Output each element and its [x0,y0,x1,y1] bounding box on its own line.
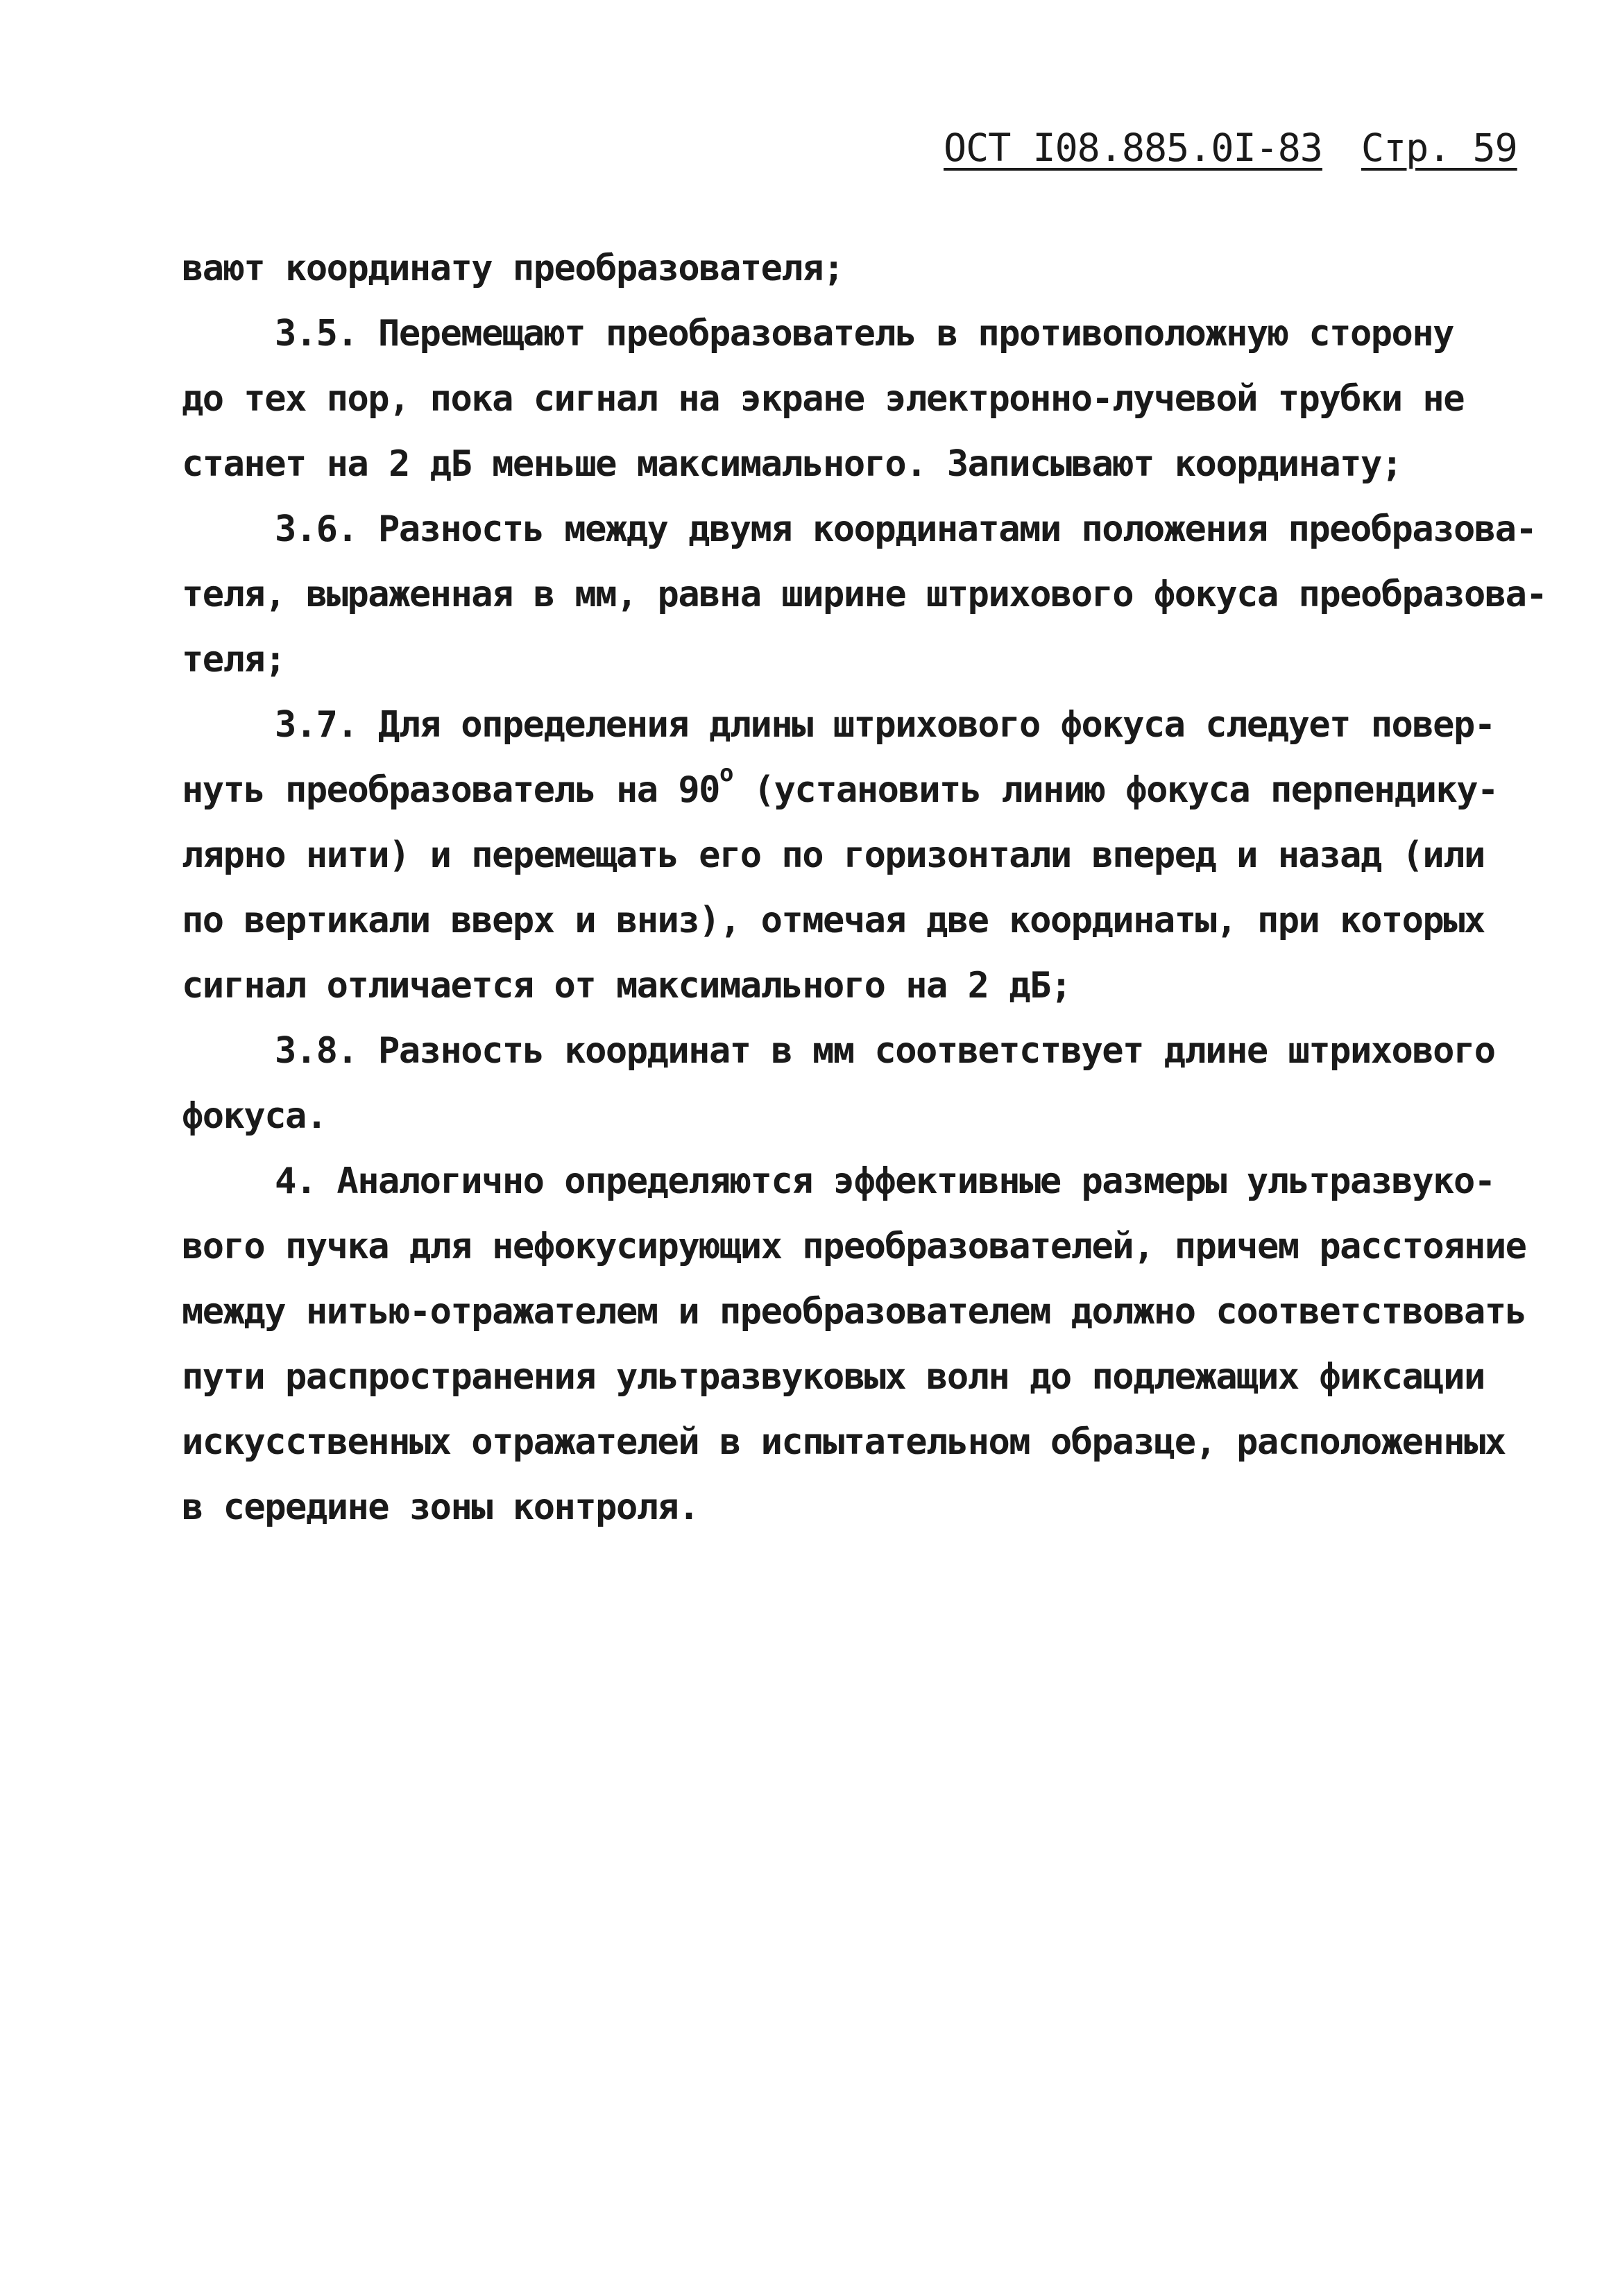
paragraph-4: 4. Аналогично определяются эффективные размеры ультразвуко- [275,1160,1495,1202]
text-line: по вертикали вверх и вниз), отмечая две координаты, при которых [182,900,1485,941]
text-line-with-superscript [182,757,1498,823]
text-line: пути распространения ультразвуковых волн до подлежащих фиксации [182,1356,1485,1398]
text-line: теля; [182,639,286,680]
paragraph-3-6: 3.6. Разность между двумя координатами положения преобразова- [275,508,1537,550]
paragraph-3-5: 3.5. Перемещают преобразователь в противоположную сторону [275,313,1454,354]
page-number: Стр. 59 [1361,126,1517,170]
text-line: станет на 2 дБ меньше максимального. Записывают координату; [182,443,1402,485]
page-header [944,123,1517,172]
text-line: вают координату преобразователя; [182,248,844,289]
text-line: вого пучка для нефокусирующих преобразователей, причем расстояние [182,1226,1526,1267]
text-line: между нитью-отражателем и преобразователем должно соответствовать [182,1291,1526,1333]
text-line: сигнал отличается от максимального на 2 дБ; [182,965,1071,1006]
degree-superscript: о [719,760,733,787]
text-line: в середине зоны контроля. [182,1487,699,1528]
paragraph-3-8: 3.8. Разность координат в мм соответствует длине штрихового [275,1030,1495,1072]
text-line: фокуса. [182,1095,327,1137]
text-line: до тех пор, пока сигнал на экране электронно-лучевой трубки не [182,378,1465,420]
document-code: ОСТ I08.885.0I-83 [944,126,1322,170]
document-body [182,236,1547,1540]
paragraph-3-7: 3.7. Для определения длины штрихового фокуса следует повер- [275,704,1495,746]
text-line: теля, выраженная в мм, равна ширине штрихового фокуса преобразова- [182,574,1547,615]
text-line: искусственных отражателей в испытательном образце, расположенных [182,1421,1506,1463]
text-line: лярно нити) и перемещать его по горизонтали вперед и назад (или [182,834,1485,876]
text-segment: (установить линию фокуса перпендику- [732,769,1498,811]
text-segment: нуть преобразователь на 90 [182,769,719,811]
